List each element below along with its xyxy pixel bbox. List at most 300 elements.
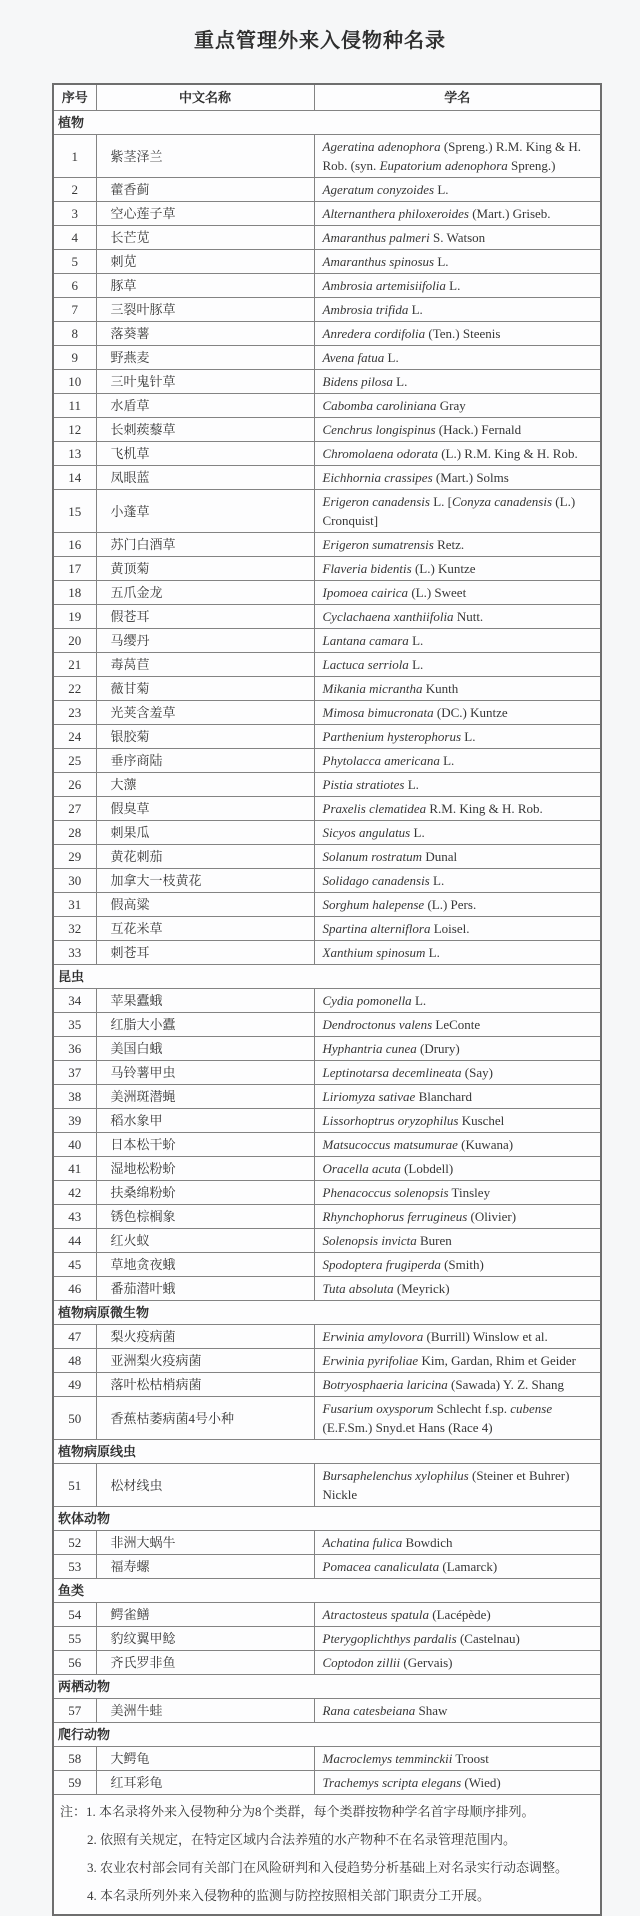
scientific-name-italic: Parthenium hysterophorus bbox=[322, 729, 462, 744]
row-number-cell: 7 bbox=[53, 298, 96, 322]
scientific-name-authority: Gray bbox=[436, 398, 466, 413]
species-row bbox=[53, 490, 601, 533]
note-text-1: 1. 本名录将外来入侵物种分为8个类群，每个类群按物种学名首字母顺序排列。 bbox=[86, 1804, 535, 1819]
scientific-name-italic: Tuta absoluta bbox=[322, 1281, 394, 1296]
row-number-cell: 10 bbox=[53, 370, 96, 394]
scientific-name-italic: Alternanthera philoxeroides bbox=[322, 206, 469, 221]
scientific-name-italic: Lissorhoptrus oryzophilus bbox=[322, 1113, 459, 1128]
row-number-cell: 49 bbox=[53, 1373, 96, 1397]
species-row bbox=[53, 1603, 601, 1627]
chinese-name-cell: 红耳彩龟 bbox=[96, 1771, 314, 1795]
species-row bbox=[53, 725, 601, 749]
chinese-name-cell: 光荚含羞草 bbox=[96, 701, 314, 725]
scientific-name-authority: (Mart.) Griseb. bbox=[468, 206, 551, 221]
row-number-cell: 30 bbox=[53, 869, 96, 893]
scientific-name-authority: (L.) Pers. bbox=[424, 897, 477, 912]
scientific-name-cell bbox=[314, 893, 601, 917]
chinese-name-cell: 大鳄龟 bbox=[96, 1747, 314, 1771]
chinese-name-cell: 日本松干蚧 bbox=[96, 1133, 314, 1157]
scientific-name-italic: Rhynchophorus ferrugineus bbox=[322, 1209, 468, 1224]
scientific-name-authority: R.M. King & H. Rob. bbox=[426, 801, 543, 816]
scientific-name-cell bbox=[314, 322, 601, 346]
row-number-cell: 42 bbox=[53, 1181, 96, 1205]
scientific-name-cell bbox=[314, 1109, 601, 1133]
scientific-name-italic: Avena fatua bbox=[322, 350, 385, 365]
chinese-name-cell: 稻水象甲 bbox=[96, 1109, 314, 1133]
chinese-name-cell: 非洲大蜗牛 bbox=[96, 1531, 314, 1555]
scientific-name-authority: (Spreng.) R.M. King & H. Rob. (syn. bbox=[322, 139, 582, 173]
row-number-cell: 26 bbox=[53, 773, 96, 797]
species-row bbox=[53, 581, 601, 605]
scientific-name-italic: Cabomba caroliniana bbox=[322, 398, 437, 413]
scientific-name-authority: (Mart.) Solms bbox=[432, 470, 509, 485]
scientific-name-cell bbox=[314, 298, 601, 322]
species-row bbox=[53, 1373, 601, 1397]
section-header-row bbox=[53, 1579, 601, 1603]
row-number-cell: 56 bbox=[53, 1651, 96, 1675]
row-number-cell: 57 bbox=[53, 1699, 96, 1723]
species-row bbox=[53, 1771, 601, 1795]
scientific-name-italic: Ipomoea cairica bbox=[322, 585, 409, 600]
scientific-name-italic: Phenacoccus solenopsis bbox=[322, 1185, 449, 1200]
species-row bbox=[53, 869, 601, 893]
chinese-name-cell: 三叶鬼针草 bbox=[96, 370, 314, 394]
chinese-name-cell: 紫茎泽兰 bbox=[96, 135, 314, 178]
scientific-name-cell bbox=[314, 250, 601, 274]
row-number-cell: 22 bbox=[53, 677, 96, 701]
scientific-name-cell bbox=[314, 821, 601, 845]
chinese-name-cell: 黄花刺茄 bbox=[96, 845, 314, 869]
row-number-cell: 34 bbox=[53, 989, 96, 1013]
scientific-name-authority: (Steiner et Buhrer) Nickle bbox=[322, 1468, 570, 1502]
chinese-name-cell: 齐氏罗非鱼 bbox=[96, 1651, 314, 1675]
section-header-row bbox=[53, 1507, 601, 1531]
chinese-name-cell: 互花米草 bbox=[96, 917, 314, 941]
scientific-name-italic: Spartina alterniflora bbox=[322, 921, 431, 936]
scientific-name-cell bbox=[314, 1699, 601, 1723]
scientific-name-cell bbox=[314, 845, 601, 869]
row-number-cell: 52 bbox=[53, 1531, 96, 1555]
scientific-name-cell bbox=[314, 941, 601, 965]
scientific-name-italic: Anredera cordifolia bbox=[322, 326, 426, 341]
species-row bbox=[53, 917, 601, 941]
chinese-name-cell: 假苍耳 bbox=[96, 605, 314, 629]
scientific-name-authority: Loisel. bbox=[430, 921, 470, 936]
chinese-name-cell: 长刺蒺藜草 bbox=[96, 418, 314, 442]
row-number-cell: 19 bbox=[53, 605, 96, 629]
scientific-name-italic: Bidens pilosa bbox=[322, 374, 393, 389]
scientific-name-authority: L. bbox=[429, 873, 445, 888]
species-row bbox=[53, 941, 601, 965]
scientific-name-authority: (Castelnau) bbox=[456, 1631, 520, 1646]
page-title: 重点管理外来入侵物种名录 bbox=[194, 28, 446, 52]
chinese-name-cell: 亚洲梨火疫病菌 bbox=[96, 1349, 314, 1373]
scientific-name-italic: Ambrosia artemisiifolia bbox=[322, 278, 446, 293]
scientific-name-italic: Flaveria bidentis bbox=[322, 561, 412, 576]
species-row bbox=[53, 466, 601, 490]
scientific-name-italic: Cenchrus longispinus bbox=[322, 422, 436, 437]
scientific-name-cell bbox=[314, 1771, 601, 1795]
scientific-name-authority: (Lacépède) bbox=[429, 1607, 491, 1622]
scientific-name-italic: Solanum rostratum bbox=[322, 849, 423, 864]
chinese-name-cell: 湿地松粉蚧 bbox=[96, 1157, 314, 1181]
scientific-name-italic: Conyza canadensis bbox=[452, 494, 553, 509]
species-row bbox=[53, 797, 601, 821]
chinese-name-cell: 美洲牛蛙 bbox=[96, 1699, 314, 1723]
species-row bbox=[53, 1277, 601, 1301]
chinese-name-cell: 假高粱 bbox=[96, 893, 314, 917]
chinese-name-cell: 空心莲子草 bbox=[96, 202, 314, 226]
scientific-name-authority: (Say) bbox=[461, 1065, 493, 1080]
scientific-name-italic: Sicyos angulatus bbox=[322, 825, 411, 840]
scientific-name-authority: (Lobdell) bbox=[400, 1161, 454, 1176]
species-row bbox=[53, 893, 601, 917]
species-row bbox=[53, 322, 601, 346]
scientific-name-cell bbox=[314, 1205, 601, 1229]
species-row bbox=[53, 1397, 601, 1440]
scientific-name-cell bbox=[314, 677, 601, 701]
scientific-name-authority: Shaw bbox=[415, 1703, 448, 1718]
notes-cell bbox=[53, 1795, 601, 1916]
scientific-name-cell bbox=[314, 1253, 601, 1277]
scientific-name-italic: Liriomyza sativae bbox=[322, 1089, 416, 1104]
scientific-name-italic: Erwinia pyrifoliae bbox=[322, 1353, 419, 1368]
species-row bbox=[53, 178, 601, 202]
scientific-name-authority: (L.) R.M. King & H. Rob. bbox=[437, 446, 578, 461]
species-row bbox=[53, 1085, 601, 1109]
chinese-name-cell: 落叶松枯梢病菌 bbox=[96, 1373, 314, 1397]
scientific-name-authority: L. bbox=[439, 753, 455, 768]
chinese-name-cell: 小蓬草 bbox=[96, 490, 314, 533]
species-row bbox=[53, 1181, 601, 1205]
scientific-name-italic: Mikania micrantha bbox=[322, 681, 423, 696]
row-number-cell: 12 bbox=[53, 418, 96, 442]
row-number-cell: 17 bbox=[53, 557, 96, 581]
section-label: 软体动物 bbox=[53, 1507, 601, 1531]
scientific-name-authority: Kuschel bbox=[458, 1113, 505, 1128]
scientific-name-cell bbox=[314, 1277, 601, 1301]
scientific-name-authority: Kim, Gardan, Rhim et Geider bbox=[418, 1353, 576, 1368]
row-number-cell: 8 bbox=[53, 322, 96, 346]
chinese-name-cell: 黄顶菊 bbox=[96, 557, 314, 581]
scientific-name-authority: (L.) Kuntze bbox=[411, 561, 476, 576]
chinese-name-cell: 长芒苋 bbox=[96, 226, 314, 250]
scientific-name-cell bbox=[314, 226, 601, 250]
row-number-cell: 3 bbox=[53, 202, 96, 226]
chinese-name-cell: 三裂叶豚草 bbox=[96, 298, 314, 322]
scientific-name-italic: Erwinia amylovora bbox=[322, 1329, 424, 1344]
scientific-name-authority: (Sawada) Y. Z. Shang bbox=[447, 1377, 565, 1392]
scientific-name-cell bbox=[314, 418, 601, 442]
scientific-name-italic: Ageratina adenophora bbox=[322, 139, 441, 154]
chinese-name-cell: 凤眼蓝 bbox=[96, 466, 314, 490]
row-number-cell: 47 bbox=[53, 1325, 96, 1349]
row-number-cell: 28 bbox=[53, 821, 96, 845]
scientific-name-cell bbox=[314, 725, 601, 749]
scientific-name-cell bbox=[314, 533, 601, 557]
note-line-2: 2. 依照有关规定，在特定区域内合法养殖的水产物种不在名录管理范围内。 bbox=[87, 1832, 517, 1847]
scientific-name-authority: LeConte bbox=[432, 1017, 481, 1032]
species-row bbox=[53, 1061, 601, 1085]
scientific-name-authority: Dunal bbox=[422, 849, 458, 864]
scientific-name-italic: Lantana camara bbox=[322, 633, 409, 648]
scientific-name-authority: (Kuwana) bbox=[457, 1137, 514, 1152]
row-number-cell: 46 bbox=[53, 1277, 96, 1301]
species-row bbox=[53, 821, 601, 845]
scientific-name-cell bbox=[314, 370, 601, 394]
species-row bbox=[53, 1133, 601, 1157]
scientific-name-italic: Pistia stratiotes bbox=[322, 777, 405, 792]
scientific-name-authority: L. bbox=[408, 302, 423, 317]
scientific-name-authority: L. bbox=[410, 825, 425, 840]
species-row bbox=[53, 1699, 601, 1723]
section-header-row bbox=[53, 111, 601, 135]
scientific-name-italic: Amaranthus spinosus bbox=[322, 254, 435, 269]
scientific-name-authority: L. bbox=[434, 182, 449, 197]
scientific-name-italic: Botryosphaeria laricina bbox=[322, 1377, 448, 1392]
species-row bbox=[53, 274, 601, 298]
scientific-name-authority: (L.) Sweet bbox=[408, 585, 467, 600]
chinese-name-cell: 野燕麦 bbox=[96, 346, 314, 370]
scientific-name-cell bbox=[314, 629, 601, 653]
chinese-name-cell: 美国白蛾 bbox=[96, 1037, 314, 1061]
scientific-name-authority: L. bbox=[384, 350, 399, 365]
scientific-name-italic: Chromolaena odorata bbox=[322, 446, 438, 461]
scientific-name-cell bbox=[314, 442, 601, 466]
scientific-name-italic: Cydia pomonella bbox=[322, 993, 412, 1008]
note-line-4: 4. 本名录所列外来入侵物种的监测与防控按照相关部门职责分工开展。 bbox=[87, 1888, 491, 1903]
scientific-name-cell bbox=[314, 701, 601, 725]
scientific-name-italic: Dendroctonus valens bbox=[322, 1017, 433, 1032]
chinese-name-cell: 假臭草 bbox=[96, 797, 314, 821]
scientific-name-italic: Ageratum conyzoides bbox=[322, 182, 435, 197]
row-number-cell: 50 bbox=[53, 1397, 96, 1440]
scientific-name-italic: Solidago canadensis bbox=[322, 873, 430, 888]
scientific-name-cell bbox=[314, 1133, 601, 1157]
scientific-name-italic: Amaranthus palmeri bbox=[322, 230, 430, 245]
species-row bbox=[53, 701, 601, 725]
scientific-name-authority: S. Watson bbox=[429, 230, 486, 245]
species-row bbox=[53, 346, 601, 370]
scientific-name-cell bbox=[314, 1531, 601, 1555]
scientific-name-italic: Matsucoccus matsumurae bbox=[322, 1137, 458, 1152]
species-row bbox=[53, 1037, 601, 1061]
species-row bbox=[53, 298, 601, 322]
scientific-name-italic: Mimosa bimucronata bbox=[322, 705, 434, 720]
scientific-name-authority: Bowdich bbox=[402, 1535, 453, 1550]
row-number-cell: 21 bbox=[53, 653, 96, 677]
chinese-name-cell: 松材线虫 bbox=[96, 1464, 314, 1507]
row-number-cell: 25 bbox=[53, 749, 96, 773]
section-header-row bbox=[53, 965, 601, 989]
scientific-name-authority: (Wied) bbox=[461, 1775, 501, 1790]
chinese-name-cell: 马缨丹 bbox=[96, 629, 314, 653]
scientific-name-cell bbox=[314, 1651, 601, 1675]
scientific-name-authority: L. bbox=[434, 254, 449, 269]
row-number-cell: 43 bbox=[53, 1205, 96, 1229]
row-number-cell: 24 bbox=[53, 725, 96, 749]
section-label: 爬行动物 bbox=[53, 1723, 601, 1747]
chinese-name-cell: 苹果蠹蛾 bbox=[96, 989, 314, 1013]
scientific-name-authority: Spreng.) bbox=[507, 158, 556, 173]
species-table bbox=[52, 83, 602, 1916]
scientific-name-italic: cubense bbox=[510, 1401, 553, 1416]
row-number-cell: 2 bbox=[53, 178, 96, 202]
scientific-name-cell bbox=[314, 394, 601, 418]
scientific-name-cell bbox=[314, 869, 601, 893]
row-number-cell: 16 bbox=[53, 533, 96, 557]
column-header-scientific-name: 学名 bbox=[314, 84, 601, 111]
species-row bbox=[53, 1747, 601, 1771]
species-row bbox=[53, 418, 601, 442]
note-line-3: 3. 农业农村部会同有关部门在风险研判和入侵趋势分析基础上对名录实行动态调整。 bbox=[87, 1860, 569, 1875]
scientific-name-italic: Eupatorium adenophora bbox=[379, 158, 508, 173]
species-row bbox=[53, 653, 601, 677]
row-number-cell: 59 bbox=[53, 1771, 96, 1795]
row-number-cell: 29 bbox=[53, 845, 96, 869]
scientific-name-authority: Blanchard bbox=[415, 1089, 472, 1104]
column-header-number: 序号 bbox=[53, 84, 96, 111]
species-row bbox=[53, 202, 601, 226]
row-number-cell: 41 bbox=[53, 1157, 96, 1181]
species-row bbox=[53, 135, 601, 178]
species-row bbox=[53, 1109, 601, 1133]
species-row bbox=[53, 1157, 601, 1181]
chinese-name-cell: 梨火疫病菌 bbox=[96, 1325, 314, 1349]
scientific-name-italic: Cyclachaena xanthiifolia bbox=[322, 609, 454, 624]
scientific-name-authority: (Gervais) bbox=[400, 1655, 453, 1670]
scientific-name-cell bbox=[314, 466, 601, 490]
scientific-name-authority: L. bbox=[404, 777, 419, 792]
species-row bbox=[53, 773, 601, 797]
scientific-name-italic: Phytolacca americana bbox=[322, 753, 440, 768]
species-row bbox=[53, 1253, 601, 1277]
species-row bbox=[53, 1464, 601, 1507]
scientific-name-authority: L. bbox=[425, 945, 440, 960]
scientific-name-italic: Bursaphelenchus xylophilus bbox=[322, 1468, 469, 1483]
row-number-cell: 32 bbox=[53, 917, 96, 941]
chinese-name-cell: 番茄潜叶蛾 bbox=[96, 1277, 314, 1301]
species-row bbox=[53, 1349, 601, 1373]
scientific-name-authority: L. bbox=[445, 278, 461, 293]
scientific-name-italic: Leptinotarsa decemlineata bbox=[322, 1065, 462, 1080]
scientific-name-cell bbox=[314, 1013, 601, 1037]
scientific-name-cell bbox=[314, 773, 601, 797]
chinese-name-cell: 草地贪夜蛾 bbox=[96, 1253, 314, 1277]
chinese-name-cell: 香蕉枯萎病菌4号小种 bbox=[96, 1397, 314, 1440]
row-number-cell: 58 bbox=[53, 1747, 96, 1771]
species-row bbox=[53, 1205, 601, 1229]
scientific-name-authority: (Hack.) Fernald bbox=[435, 422, 522, 437]
chinese-name-cell: 毒莴苣 bbox=[96, 653, 314, 677]
scientific-name-cell bbox=[314, 346, 601, 370]
section-header-row bbox=[53, 1301, 601, 1325]
section-label: 两栖动物 bbox=[53, 1675, 601, 1699]
scientific-name-cell bbox=[314, 178, 601, 202]
species-row bbox=[53, 1325, 601, 1349]
scientific-name-cell bbox=[314, 605, 601, 629]
scientific-name-italic: Erigeron sumatrensis bbox=[322, 537, 434, 552]
scientific-name-cell bbox=[314, 653, 601, 677]
species-table-body bbox=[53, 111, 601, 1795]
scientific-name-cell bbox=[314, 1181, 601, 1205]
scientific-name-italic: Lactuca serriola bbox=[322, 657, 409, 672]
row-number-cell: 13 bbox=[53, 442, 96, 466]
row-number-cell: 44 bbox=[53, 1229, 96, 1253]
scientific-name-cell bbox=[314, 1037, 601, 1061]
chinese-name-cell: 加拿大一枝黄花 bbox=[96, 869, 314, 893]
scientific-name-authority: Retz. bbox=[433, 537, 465, 552]
species-row bbox=[53, 250, 601, 274]
scientific-name-authority: (Smith) bbox=[440, 1257, 484, 1272]
scientific-name-authority: (Olivier) bbox=[467, 1209, 517, 1224]
scientific-name-authority: L. bbox=[411, 993, 427, 1008]
scientific-name-authority: Tinsley bbox=[448, 1185, 491, 1200]
chinese-name-cell: 刺果瓜 bbox=[96, 821, 314, 845]
scientific-name-cell bbox=[314, 1373, 601, 1397]
scientific-name-cell bbox=[314, 1157, 601, 1181]
scientific-name-italic: Trachemys scripta elegans bbox=[322, 1775, 462, 1790]
scientific-name-authority: (Drury) bbox=[416, 1041, 460, 1056]
scientific-name-authority: Buren bbox=[416, 1233, 452, 1248]
chinese-name-cell: 锈色棕榈象 bbox=[96, 1205, 314, 1229]
scientific-name-italic: Xanthium spinosum bbox=[322, 945, 426, 960]
scientific-name-cell bbox=[314, 1325, 601, 1349]
chinese-name-cell: 苏门白酒草 bbox=[96, 533, 314, 557]
chinese-name-cell: 落葵薯 bbox=[96, 322, 314, 346]
row-number-cell: 20 bbox=[53, 629, 96, 653]
scientific-name-italic: Eichhornia crassipes bbox=[322, 470, 433, 485]
scientific-name-italic: Pterygoplichthys pardalis bbox=[322, 1631, 457, 1646]
row-number-cell: 23 bbox=[53, 701, 96, 725]
scientific-name-cell bbox=[314, 557, 601, 581]
scientific-name-authority: L. bbox=[392, 374, 408, 389]
scientific-name-cell bbox=[314, 989, 601, 1013]
row-number-cell: 4 bbox=[53, 226, 96, 250]
scientific-name-authority: (Burrill) Winslow et al. bbox=[423, 1329, 548, 1344]
scientific-name-italic: Sorghum halepense bbox=[322, 897, 425, 912]
row-number-cell: 18 bbox=[53, 581, 96, 605]
scientific-name-italic: Spodoptera frugiperda bbox=[322, 1257, 441, 1272]
species-row bbox=[53, 605, 601, 629]
species-row bbox=[53, 629, 601, 653]
scientific-name-cell bbox=[314, 490, 601, 533]
scientific-name-italic: Fusarium oxysporum bbox=[322, 1401, 434, 1416]
chinese-name-cell: 豚草 bbox=[96, 274, 314, 298]
scientific-name-cell bbox=[314, 1747, 601, 1771]
column-header-chinese-name: 中文名称 bbox=[96, 84, 314, 111]
scientific-name-italic: Praxelis clematidea bbox=[322, 801, 427, 816]
section-label: 昆虫 bbox=[53, 965, 601, 989]
chinese-name-cell: 飞机草 bbox=[96, 442, 314, 466]
row-number-cell: 35 bbox=[53, 1013, 96, 1037]
section-label: 植物病原线虫 bbox=[53, 1440, 601, 1464]
scientific-name-cell bbox=[314, 1603, 601, 1627]
chinese-name-cell: 豹纹翼甲鲶 bbox=[96, 1627, 314, 1651]
scientific-name-authority: L. bbox=[461, 729, 476, 744]
scientific-name-authority: L. bbox=[408, 633, 424, 648]
scientific-name-authority: (Lamarck) bbox=[439, 1559, 498, 1574]
scientific-name-cell bbox=[314, 917, 601, 941]
row-number-cell: 5 bbox=[53, 250, 96, 274]
scientific-name-cell bbox=[314, 1627, 601, 1651]
row-number-cell: 9 bbox=[53, 346, 96, 370]
section-label: 植物 bbox=[53, 111, 601, 135]
scientific-name-italic: Achatina fulica bbox=[322, 1535, 403, 1550]
row-number-cell: 11 bbox=[53, 394, 96, 418]
row-number-cell: 38 bbox=[53, 1085, 96, 1109]
chinese-name-cell: 红脂大小蠹 bbox=[96, 1013, 314, 1037]
